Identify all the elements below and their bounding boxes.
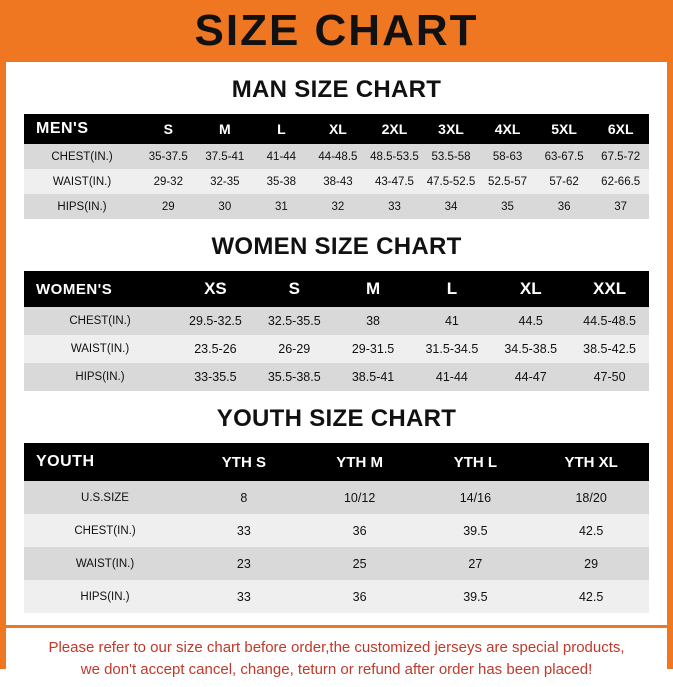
table-cell: 10/12: [302, 481, 418, 514]
column-header: YTH M: [302, 443, 418, 481]
table-cell: 38.5-41: [334, 363, 413, 391]
table-cell: 38-43: [310, 169, 367, 194]
table-cell: 42.5: [533, 580, 649, 613]
table-cell: 37: [592, 194, 649, 219]
section-man-size-chart: [6, 76, 667, 219]
column-header: L: [412, 271, 491, 307]
column-header: 5XL: [536, 114, 593, 144]
column-header-rowlabel: MEN'S: [24, 114, 140, 144]
table-cell: 29.5-32.5: [176, 307, 255, 335]
row-label: HIPS(IN.): [24, 363, 176, 391]
table-cell: 35-38: [253, 169, 310, 194]
table-cell: 36: [536, 194, 593, 219]
table-cell: 26-29: [255, 335, 334, 363]
table-cell: 41-44: [412, 363, 491, 391]
section-title-women: WOMEN SIZE CHART: [211, 233, 462, 260]
table-row: [24, 169, 649, 194]
table-cell: 29: [140, 194, 197, 219]
table-header-row: [24, 443, 649, 481]
table-cell: 37.5-41: [197, 144, 254, 169]
column-header: M: [334, 271, 413, 307]
table-cell: 44-47: [491, 363, 570, 391]
table-cell: 35: [479, 194, 536, 219]
column-header: S: [255, 271, 334, 307]
table-head: [24, 114, 649, 144]
table-row: [24, 335, 649, 363]
table-youth-size-chart: [24, 443, 649, 613]
table-cell: 33: [186, 580, 302, 613]
table-row: [24, 514, 649, 547]
section-title-youth: YOUTH SIZE CHART: [216, 405, 457, 432]
table-cell: 58-63: [479, 144, 536, 169]
table-cell: 67.5-72: [592, 144, 649, 169]
footer-note: [6, 625, 667, 687]
table-cell: 44.5: [491, 307, 570, 335]
table-cell: 29-31.5: [334, 335, 413, 363]
table-row: [24, 481, 649, 514]
table-cell: 33: [186, 514, 302, 547]
table-cell: 34.5-38.5: [491, 335, 570, 363]
column-header: 6XL: [592, 114, 649, 144]
table-cell: 63-67.5: [536, 144, 593, 169]
table-cell: 44-48.5: [310, 144, 367, 169]
column-header: XL: [310, 114, 367, 144]
table-cell: 35.5-38.5: [255, 363, 334, 391]
table-cell: 18/20: [533, 481, 649, 514]
table-body: [24, 144, 649, 219]
column-header: M: [197, 114, 254, 144]
table-cell: 32-35: [197, 169, 254, 194]
row-label: U.S.SIZE: [24, 481, 186, 514]
table-cell: 38: [334, 307, 413, 335]
table-cell: 27: [418, 547, 534, 580]
column-header: S: [140, 114, 197, 144]
table-body: [24, 481, 649, 613]
table-cell: 47-50: [570, 363, 649, 391]
table-cell: 39.5: [418, 514, 534, 547]
footer-line-2: we don't accept cancel, change, teturn or refund after order has been placed!: [80, 661, 593, 679]
column-header: XXL: [570, 271, 649, 307]
table-man-size-chart: [24, 114, 649, 219]
table-cell: 35-37.5: [140, 144, 197, 169]
table-cell: 62-66.5: [592, 169, 649, 194]
table-cell: 31.5-34.5: [412, 335, 491, 363]
table-head: [24, 443, 649, 481]
table-cell: 33-35.5: [176, 363, 255, 391]
table-cell: 8: [186, 481, 302, 514]
page-banner: [0, 0, 673, 62]
column-header: L: [253, 114, 310, 144]
column-header: YTH XL: [533, 443, 649, 481]
table-cell: 23.5-26: [176, 335, 255, 363]
table-cell: 33: [366, 194, 423, 219]
footer-line-1: Please refer to our size chart before order,the customized jerseys are special products,: [48, 639, 625, 656]
table-cell: 14/16: [418, 481, 534, 514]
column-header: 3XL: [423, 114, 480, 144]
table-cell: 32.5-35.5: [255, 307, 334, 335]
column-header: 4XL: [479, 114, 536, 144]
table-cell: 57-62: [536, 169, 593, 194]
column-header-rowlabel: YOUTH: [24, 443, 186, 481]
table-women-size-chart: [24, 271, 649, 391]
column-header: YTH S: [186, 443, 302, 481]
page-title: SIZE CHART: [194, 6, 479, 55]
table-cell: 44.5-48.5: [570, 307, 649, 335]
table-row: [24, 144, 649, 169]
table-cell: 25: [302, 547, 418, 580]
column-header: XL: [491, 271, 570, 307]
table-row: [24, 580, 649, 613]
section-women-size-chart: [6, 233, 667, 391]
column-header-rowlabel: WOMEN'S: [24, 271, 176, 307]
table-row: [24, 307, 649, 335]
table-cell: 53.5-58: [423, 144, 480, 169]
row-label: HIPS(IN.): [24, 580, 186, 613]
table-head: [24, 271, 649, 307]
table-row: [24, 194, 649, 219]
table-cell: 36: [302, 580, 418, 613]
table-cell: 36: [302, 514, 418, 547]
row-label: WAIST(IN.): [24, 169, 140, 194]
section-title-man: MAN SIZE CHART: [231, 76, 442, 103]
row-label: CHEST(IN.): [24, 307, 176, 335]
table-cell: 34: [423, 194, 480, 219]
table-body: [24, 307, 649, 391]
table-cell: 48.5-53.5: [366, 144, 423, 169]
section-youth-size-chart: [6, 405, 667, 613]
table-cell: 30: [197, 194, 254, 219]
table-row: [24, 547, 649, 580]
row-label: HIPS(IN.): [24, 194, 140, 219]
table-cell: 47.5-52.5: [423, 169, 480, 194]
row-label: CHEST(IN.): [24, 514, 186, 547]
table-cell: 41: [412, 307, 491, 335]
table-cell: 23: [186, 547, 302, 580]
row-label: WAIST(IN.): [24, 547, 186, 580]
table-cell: 42.5: [533, 514, 649, 547]
table-cell: 29-32: [140, 169, 197, 194]
table-cell: 29: [533, 547, 649, 580]
table-row: [24, 363, 649, 391]
table-cell: 39.5: [418, 580, 534, 613]
row-label: WAIST(IN.): [24, 335, 176, 363]
table-cell: 41-44: [253, 144, 310, 169]
table-cell: 52.5-57: [479, 169, 536, 194]
table-cell: 38.5-42.5: [570, 335, 649, 363]
column-header: 2XL: [366, 114, 423, 144]
column-header: XS: [176, 271, 255, 307]
column-header: YTH L: [418, 443, 534, 481]
table-cell: 43-47.5: [366, 169, 423, 194]
table-header-row: [24, 114, 649, 144]
table-cell: 31: [253, 194, 310, 219]
table-cell: 32: [310, 194, 367, 219]
row-label: CHEST(IN.): [24, 144, 140, 169]
table-header-row: [24, 271, 649, 307]
